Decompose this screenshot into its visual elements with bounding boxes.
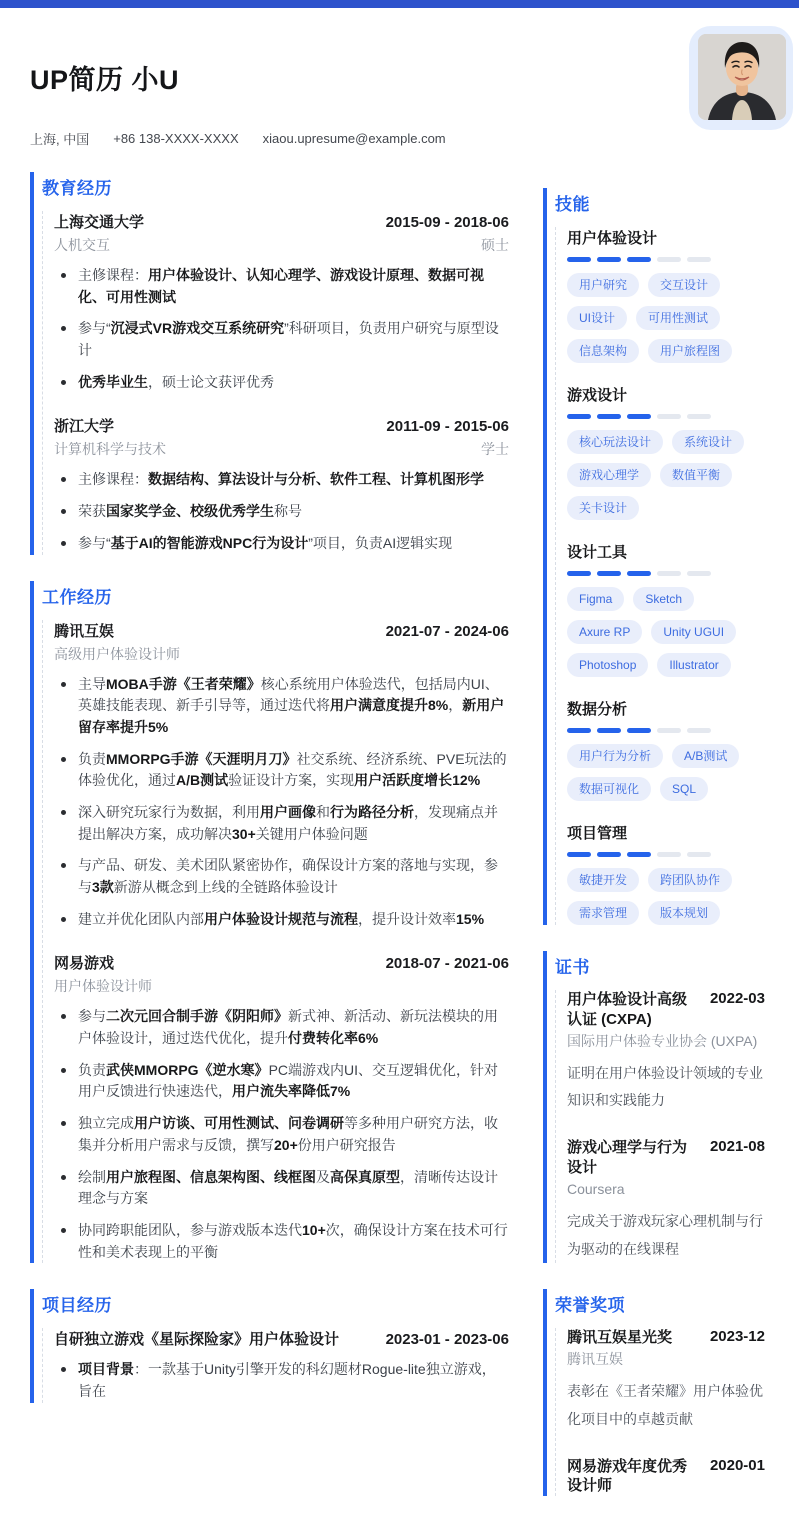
bold-text: 用户画像 bbox=[260, 803, 316, 820]
bold-text: 基于AI的智能游戏NPC行为设计 bbox=[110, 534, 309, 551]
skill-level-bar bbox=[567, 728, 765, 733]
skill-tags bbox=[567, 430, 765, 520]
phone-text: +86 138-XXXX-XXXX bbox=[113, 131, 239, 146]
level-segment bbox=[687, 257, 711, 262]
entry-header bbox=[54, 620, 509, 641]
text: 参与“ bbox=[78, 320, 111, 337]
skill-tag: Unity UGUI bbox=[651, 620, 736, 644]
skill-level-bar bbox=[567, 852, 765, 857]
credential-name: 游戏心理学与行为设计 bbox=[567, 1139, 688, 1176]
skill-tags bbox=[567, 587, 765, 677]
level-segment bbox=[657, 852, 681, 857]
text: 荣获 bbox=[78, 503, 106, 520]
bullet-item bbox=[54, 1220, 509, 1263]
skill-tag: Illustrator bbox=[657, 653, 730, 677]
resume-header bbox=[0, 8, 799, 148]
text: 主修课程： bbox=[78, 471, 148, 488]
entry-role: 计算机科学与技术 bbox=[54, 441, 166, 458]
level-segment bbox=[597, 571, 621, 576]
skill-groups bbox=[555, 227, 765, 925]
skill-tag: 用户旅程图 bbox=[648, 339, 732, 363]
text: ”科研项目，负责用户研究与原型设计 bbox=[78, 320, 499, 359]
bold-text: MOBA手游《王者荣耀》 bbox=[106, 675, 261, 692]
level-segment bbox=[567, 257, 591, 262]
section-title-projects: 项目经历 bbox=[42, 1296, 112, 1316]
credential-name: 网易游戏年度优秀设计师 bbox=[567, 1457, 688, 1495]
text: 及 bbox=[316, 1168, 330, 1185]
skill-tag: 可用性测试 bbox=[636, 306, 720, 330]
text: 和 bbox=[316, 803, 330, 820]
bullet-list bbox=[54, 1359, 509, 1402]
skill-tags bbox=[567, 273, 765, 363]
bold-text: 二次元回合制手游《阴阳师》 bbox=[106, 1008, 288, 1025]
entry-organization: 浙江大学 bbox=[54, 418, 115, 436]
entry-organization: 网易游戏 bbox=[54, 955, 115, 973]
resume-entry bbox=[54, 1328, 509, 1402]
text: ，清晰传达设计理念与方案 bbox=[78, 1168, 498, 1207]
bold-text: 用户活跃度增长12% bbox=[354, 772, 481, 789]
bullet-item bbox=[54, 674, 509, 739]
bold-text: 10+ bbox=[302, 1221, 326, 1238]
credential-header bbox=[567, 990, 765, 1029]
skill-level-bar bbox=[567, 257, 765, 262]
level-segment bbox=[597, 728, 621, 733]
credential-name: 腾讯互娱星光奖 bbox=[567, 1328, 673, 1346]
text: ：一款基于Unity引擎开发的科幻题材Rogue-lite独立游戏，旨在 bbox=[78, 1361, 496, 1399]
text: 新游从概念到上线的全链路体验设计 bbox=[113, 879, 338, 895]
skill-tag: Figma bbox=[567, 587, 624, 611]
resume-columns bbox=[0, 148, 799, 1522]
bullet-list bbox=[54, 674, 509, 931]
level-segment bbox=[567, 571, 591, 576]
bullet-item bbox=[54, 533, 509, 555]
skill-name: 数据分析 bbox=[567, 701, 628, 718]
credential-description: 表彰在《王者荣耀》用户体验优化项目中的卓越贡献 bbox=[567, 1383, 763, 1427]
skill-group bbox=[567, 822, 765, 925]
bullet-item bbox=[54, 1359, 509, 1402]
bold-text: 用户满意度提升8% bbox=[330, 697, 449, 714]
bold-text: 付费转化率6% bbox=[288, 1030, 379, 1047]
skill-tag: 数值平衡 bbox=[660, 463, 732, 487]
credential-item bbox=[567, 1328, 765, 1433]
text: ，提升设计效率 bbox=[358, 910, 456, 927]
text: ”项目，负责AI逻辑实现 bbox=[308, 534, 453, 551]
credential-description: 证明在用户体验设计领域的专业知识和实践能力 bbox=[567, 1064, 763, 1109]
level-segment bbox=[567, 728, 591, 733]
section-title-honors: 荣誉奖项 bbox=[555, 1295, 625, 1315]
credential-date: 2023-12 bbox=[709, 1327, 765, 1345]
level-segment bbox=[657, 414, 681, 419]
level-segment bbox=[627, 414, 651, 419]
text: 参与“ bbox=[78, 534, 111, 551]
entry-organization: 上海交通大学 bbox=[54, 214, 145, 231]
bold-text: 用户旅程图、信息架构图、线框图 bbox=[106, 1168, 316, 1185]
level-segment bbox=[657, 257, 681, 262]
text: 等多种用户研究方法，收集并分析用户需求与反馈，撰写 bbox=[78, 1115, 498, 1153]
level-segment bbox=[597, 257, 621, 262]
skill-tags bbox=[567, 744, 765, 801]
entry-organization: 腾讯互娱 bbox=[54, 622, 115, 640]
bullet-item bbox=[54, 855, 509, 898]
bullet-list bbox=[54, 1006, 509, 1263]
skill-level-bar bbox=[567, 414, 765, 419]
text: 验证设计方案，实现 bbox=[228, 772, 355, 789]
text: 负责 bbox=[78, 1061, 106, 1078]
entry-organization: 自研独立游戏《星际探险家》用户体验设计 bbox=[54, 1331, 340, 1349]
skill-name: 项目管理 bbox=[567, 825, 628, 842]
entry-subtitle bbox=[54, 644, 509, 664]
skill-tag: 交互设计 bbox=[648, 273, 720, 297]
text: ，发现痛点并提出解决方案，成功解决 bbox=[78, 803, 498, 842]
bold-text: 优秀毕业生 bbox=[78, 373, 148, 390]
text: 参与 bbox=[78, 1008, 106, 1025]
bullet-item bbox=[54, 1060, 509, 1103]
skill-tag: 用户研究 bbox=[567, 273, 639, 297]
skill-tag: 关卡设计 bbox=[567, 496, 639, 520]
text: 建立并优化团队内部 bbox=[78, 910, 204, 927]
level-segment bbox=[567, 414, 591, 419]
section-skills bbox=[543, 188, 765, 925]
bullet-item bbox=[54, 501, 509, 523]
entry-subtitle bbox=[54, 439, 509, 459]
entry-role: 高级用户体验设计师 bbox=[54, 645, 180, 662]
entry-header bbox=[54, 211, 509, 232]
text: 次，确保设计方案在技术可行性和美术表现上的平衡 bbox=[78, 1221, 508, 1260]
section-honors bbox=[543, 1289, 765, 1496]
entry-header bbox=[54, 415, 509, 436]
text: 称号 bbox=[274, 503, 302, 520]
credential-name: 用户体验设计高级认证 (CXPA) bbox=[567, 991, 688, 1028]
text: 协同跨职能团队，参与游戏版本迭代 bbox=[78, 1221, 302, 1238]
text: 独立完成 bbox=[78, 1115, 134, 1132]
profile-photo bbox=[698, 34, 786, 120]
honor-items bbox=[555, 1328, 765, 1496]
bold-text: 武侠MMORPG《逆水寒》 bbox=[106, 1061, 269, 1078]
bullet-item bbox=[54, 372, 509, 394]
credential-header bbox=[567, 1457, 765, 1496]
bold-text: 15% bbox=[456, 910, 485, 927]
skill-group bbox=[567, 698, 765, 801]
sidebar-column bbox=[543, 172, 765, 1522]
text: 主修课程： bbox=[78, 267, 148, 283]
text: 关键用户体验问题 bbox=[255, 825, 368, 842]
bold-text: 国家奖学金、校级优秀学生 bbox=[106, 503, 274, 520]
level-segment bbox=[687, 728, 711, 733]
credential-date: 2020-01 bbox=[709, 1456, 765, 1474]
section-work bbox=[30, 581, 509, 1264]
skill-name: 设计工具 bbox=[567, 544, 628, 561]
entry-date: 2021-07 - 2024-06 bbox=[385, 622, 509, 640]
bold-text: 用户访谈、可用性测试、问卷调研 bbox=[134, 1115, 344, 1132]
level-segment bbox=[687, 414, 711, 419]
entry-degree: 硕士 bbox=[481, 237, 509, 253]
skill-tag: 需求管理 bbox=[567, 901, 639, 925]
skill-tag: 版本规划 bbox=[648, 901, 720, 925]
project-entries bbox=[42, 1328, 509, 1402]
skill-group bbox=[567, 384, 765, 520]
resume-entry bbox=[54, 620, 509, 931]
bold-text: 数据结构、算法设计与分析、软件工程、计算机图形学 bbox=[148, 471, 484, 488]
entry-header bbox=[54, 952, 509, 973]
text: PC端游戏内UI、交互逻辑优化，针对用户反馈进行快速迭代， bbox=[78, 1061, 499, 1100]
credential-item bbox=[567, 990, 765, 1114]
bold-text: 用户体验设计、认知心理学、游戏设计原理、数据可视化、可用性测试 bbox=[78, 267, 484, 305]
text: 主导 bbox=[78, 675, 106, 692]
entry-role: 用户体验设计师 bbox=[54, 978, 152, 995]
bold-text: 20+ bbox=[274, 1136, 298, 1153]
bullet-item bbox=[54, 802, 509, 845]
skill-name: 游戏设计 bbox=[567, 387, 628, 404]
skill-group bbox=[567, 541, 765, 677]
skill-tag: SQL bbox=[660, 777, 708, 801]
skill-tag: 数据可视化 bbox=[567, 777, 651, 801]
section-certificates bbox=[543, 951, 765, 1263]
skill-tag: 用户行为分析 bbox=[567, 744, 663, 768]
skill-tag: Axure RP bbox=[567, 620, 642, 644]
text: 社交系统、经济系统、PVE玩法的体验优化，通过 bbox=[78, 750, 507, 789]
skill-name: 用户体验设计 bbox=[567, 230, 658, 247]
bullet-item bbox=[54, 1167, 509, 1210]
text: 份用户研究报告 bbox=[297, 1136, 396, 1153]
text: 绘制 bbox=[78, 1168, 106, 1185]
level-segment bbox=[627, 728, 651, 733]
resume-entry bbox=[54, 415, 509, 554]
level-segment bbox=[657, 571, 681, 576]
section-title-certificates: 证书 bbox=[555, 958, 590, 977]
text: 与产品、研发、美术团队紧密协作，确保设计方案的落地与实现，参与 bbox=[78, 857, 498, 895]
skill-tag: 敏捷开发 bbox=[567, 868, 639, 892]
entry-date: 2018-07 - 2021-06 bbox=[385, 955, 509, 973]
bold-text: 新用户留存率提升5% bbox=[78, 697, 505, 735]
bullet-list bbox=[54, 469, 509, 554]
level-segment bbox=[687, 852, 711, 857]
skill-level-bar bbox=[567, 571, 765, 576]
level-segment bbox=[657, 728, 681, 733]
education-entries bbox=[42, 211, 509, 555]
section-title-skills: 技能 bbox=[555, 195, 590, 214]
level-segment bbox=[597, 852, 621, 857]
bold-text: 沉浸式VR游戏交互系统研究 bbox=[110, 320, 285, 337]
level-segment bbox=[687, 571, 711, 576]
bold-text: 30+ bbox=[232, 825, 256, 842]
bullet-item bbox=[54, 909, 509, 931]
certificate-items bbox=[555, 990, 765, 1263]
credential-description: 完成关于游戏玩家心理机制与行为驱动的在线课程 bbox=[567, 1213, 763, 1257]
credential-item bbox=[567, 1457, 765, 1496]
top-accent-bar bbox=[0, 0, 799, 8]
text: 负责 bbox=[78, 750, 106, 767]
entry-date: 2023-01 - 2023-06 bbox=[385, 1331, 509, 1349]
credential-item bbox=[567, 1138, 765, 1262]
credential-header bbox=[567, 1328, 765, 1348]
skill-tag: Photoshop bbox=[567, 653, 648, 677]
bold-text: 行为路径分析 bbox=[330, 803, 414, 820]
credential-issuer: 腾讯互娱 bbox=[567, 1351, 623, 1368]
skill-tag: 信息架构 bbox=[567, 339, 639, 363]
level-segment bbox=[627, 257, 651, 262]
bullet-list bbox=[54, 265, 509, 393]
credential-header bbox=[567, 1138, 765, 1177]
credential-issuer: Coursera bbox=[567, 1181, 625, 1198]
bold-text: 用户体验设计规范与流程 bbox=[204, 910, 358, 927]
level-segment bbox=[627, 852, 651, 857]
bold-text: MMORPG手游《天涯明月刀》 bbox=[106, 750, 297, 767]
text: 深入研究玩家行为数据，利用 bbox=[78, 803, 260, 820]
level-segment bbox=[627, 571, 651, 576]
bullet-item bbox=[54, 318, 509, 361]
entry-date: 2011-09 - 2015-06 bbox=[386, 418, 509, 436]
bold-text: 项目背景 bbox=[78, 1361, 134, 1378]
skill-tag: 系统设计 bbox=[672, 430, 744, 454]
credential-date: 2022-03 bbox=[709, 990, 765, 1007]
bullet-item bbox=[54, 749, 509, 792]
skill-tag: 跨团队协作 bbox=[648, 868, 732, 892]
skill-tag: 游戏心理学 bbox=[567, 463, 651, 487]
bullet-item bbox=[54, 265, 509, 308]
entry-subtitle bbox=[54, 976, 509, 996]
resume-entry bbox=[54, 211, 509, 393]
email-text: xiaou.upresume@example.com bbox=[262, 131, 446, 146]
skill-tags bbox=[567, 868, 765, 925]
text: ， bbox=[448, 697, 463, 714]
bullet-item bbox=[54, 1006, 509, 1049]
bullet-item bbox=[54, 469, 509, 491]
credential-date: 2021-08 bbox=[709, 1138, 765, 1156]
bold-text: 3款 bbox=[92, 879, 114, 895]
text: 核心系统用户体验迭代，包括局内UI、英雄技能表现、新手引导等，通过迭代将 bbox=[78, 675, 499, 714]
bullet-item bbox=[54, 1113, 509, 1156]
skill-tag: UI设计 bbox=[567, 306, 627, 330]
level-segment bbox=[567, 852, 591, 857]
entry-date: 2015-09 - 2018-06 bbox=[385, 214, 509, 231]
section-title-work: 工作经历 bbox=[42, 587, 112, 607]
entry-role: 人机交互 bbox=[54, 237, 110, 253]
section-title-education: 教育经历 bbox=[42, 179, 112, 198]
contact-row bbox=[30, 129, 765, 148]
skill-tag: A/B测试 bbox=[672, 744, 739, 768]
credential-issuer: 国际用户体验专业协会 (UXPA) bbox=[567, 1033, 758, 1049]
skill-tag: 核心玩法设计 bbox=[567, 430, 663, 454]
bold-text: A/B测试 bbox=[176, 772, 229, 789]
entry-degree: 学士 bbox=[481, 441, 509, 458]
skill-group bbox=[567, 227, 765, 363]
section-projects bbox=[30, 1289, 509, 1402]
text: ，硕士论文获评优秀 bbox=[148, 373, 274, 390]
bold-text: 高保真原型 bbox=[330, 1168, 400, 1185]
bold-text: 用户流失率降低7% bbox=[232, 1083, 351, 1100]
candidate-name: UP简历 小U bbox=[30, 65, 180, 95]
portrait-illustration bbox=[698, 34, 786, 120]
section-education bbox=[30, 172, 509, 555]
entry-header bbox=[54, 1328, 509, 1349]
work-entries bbox=[42, 620, 509, 1264]
text: 新式神、新活动、新玩法模块的用户体验设计，通过迭代优化，提升 bbox=[78, 1008, 498, 1047]
level-segment bbox=[597, 414, 621, 419]
entry-subtitle bbox=[54, 235, 509, 255]
main-column bbox=[30, 172, 509, 1429]
skill-tag: Sketch bbox=[633, 587, 694, 611]
location-text: 上海, 中国 bbox=[30, 132, 90, 147]
resume-entry bbox=[54, 952, 509, 1263]
